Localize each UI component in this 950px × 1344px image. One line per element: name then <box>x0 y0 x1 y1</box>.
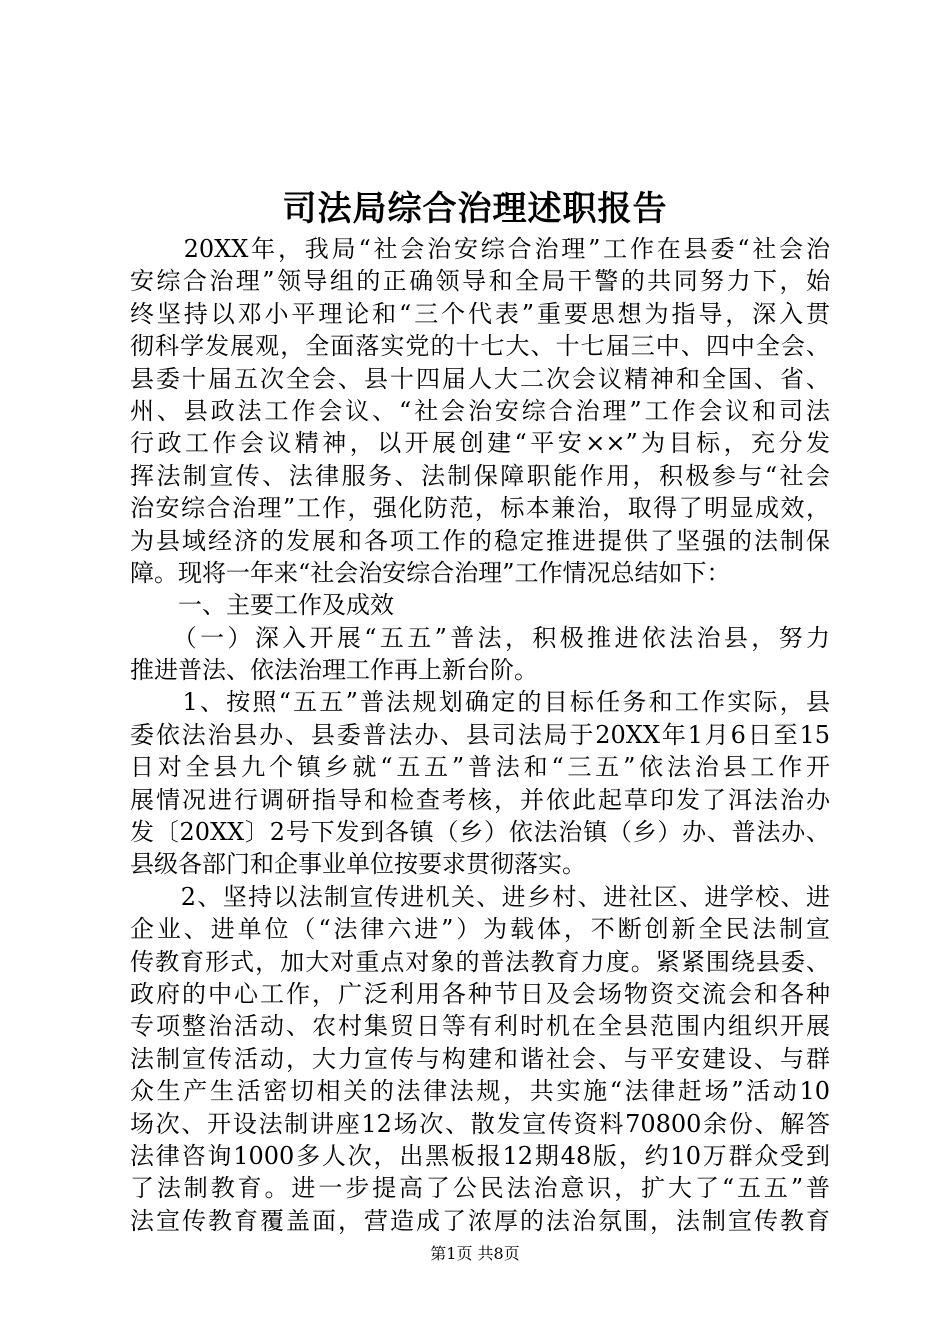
body-line: 法宣传教育覆盖面，营造成了浓厚的法治氛围，法制宣传教育 <box>130 1206 830 1235</box>
body-line: 行政工作会议精神，以开展创建“平安××”为目标，充分发 <box>130 429 830 458</box>
document-body <box>130 233 830 1237</box>
body-line: （一）深入开展“五五”普法，积极推进依法治县，努力 <box>130 623 830 652</box>
body-line: 县委十届五次全会、县十四届人大二次会议精神和全国、省、 <box>130 364 830 393</box>
body-line: 场次、开设法制讲座12场次、散发宣传资料70800余份、解答 <box>130 1109 830 1138</box>
body-line: 专项整治活动、农村集贸日等有利时机在全县范围内组织开展 <box>130 1012 830 1041</box>
body-line: 展情况进行调研指导和检查考核，并依此起草印发了洱法治办 <box>130 785 830 814</box>
body-line: 众生产生活密切相关的法律法规，共实施“法律赶场”活动10 <box>130 1077 830 1106</box>
body-line: 企业、进单位（“法律六进”）为载体，不断创新全民法制宣 <box>130 915 830 944</box>
body-line: 为县域经济的发展和各项工作的稳定推进提供了坚强的法制保 <box>130 526 830 555</box>
body-line: 推进普法、依法治理工作再上新台阶。 <box>130 656 538 685</box>
body-line: 1、按照“五五”普法规划确定的目标任务和工作实际，县 <box>130 688 830 717</box>
body-line: 政府的中心工作，广泛利用各种节日及会场物资交流会和各种 <box>130 979 830 1008</box>
body-line: 一、主要工作及成效 <box>130 591 394 620</box>
body-line: 20XX年，我局“社会治安综合治理”工作在县委“社会治 <box>130 235 830 263</box>
body-line: 2、坚持以法制宣传进机关、进乡村、进社区、进学校、进 <box>130 882 830 911</box>
body-line: 障。现将一年来“社会治安综合治理”工作情况总结如下： <box>130 558 731 587</box>
body-line: 传教育形式，加大对重点对象的普法教育力度。紧紧围绕县委、 <box>130 947 830 976</box>
body-line: 日对全县九个镇乡就“五五”普法和“三五”依法治县工作开 <box>130 753 830 782</box>
body-line: 法制宣传活动，大力宣传与构建和谐社会、与平安建设、与群 <box>130 1044 830 1073</box>
body-line: 挥法制宣传、法律服务、法制保障职能作用，积极参与“社会 <box>130 461 830 490</box>
body-line: 县级各部门和企事业单位按要求贯彻落实。 <box>130 850 586 879</box>
body-line: 彻科学发展观，全面落实党的十七大、十七届三中、四中全会、 <box>130 332 830 361</box>
body-line: 安综合治理”领导组的正确领导和全局干警的共同努力下，始 <box>130 267 830 296</box>
body-line: 了法制教育。进一步提高了公民法治意识，扩大了“五五”普 <box>130 1174 830 1203</box>
body-line: 治安综合治理”工作，强化防范，标本兼治，取得了明显成效， <box>130 494 830 523</box>
body-line: 发〔20XX〕2号下发到各镇（乡）依法治镇（乡）办、普法办、 <box>130 818 830 847</box>
page-footer: 第1页 共8页 <box>430 1244 520 1263</box>
body-line: 委依法治县办、县委普法办、县司法局于20XX年1月6日至15 <box>130 720 830 749</box>
body-line: 法律咨询1000多人次，出黑板报12期48版，约10万群众受到 <box>130 1141 830 1170</box>
body-line: 州、县政法工作会议、“社会治安综合治理”工作会议和司法 <box>130 396 830 425</box>
body-line: 终坚持以邓小平理论和“三个代表”重要思想为指导，深入贯 <box>130 299 830 328</box>
document-title: 司法局综合治理述职报告 <box>282 189 668 229</box>
